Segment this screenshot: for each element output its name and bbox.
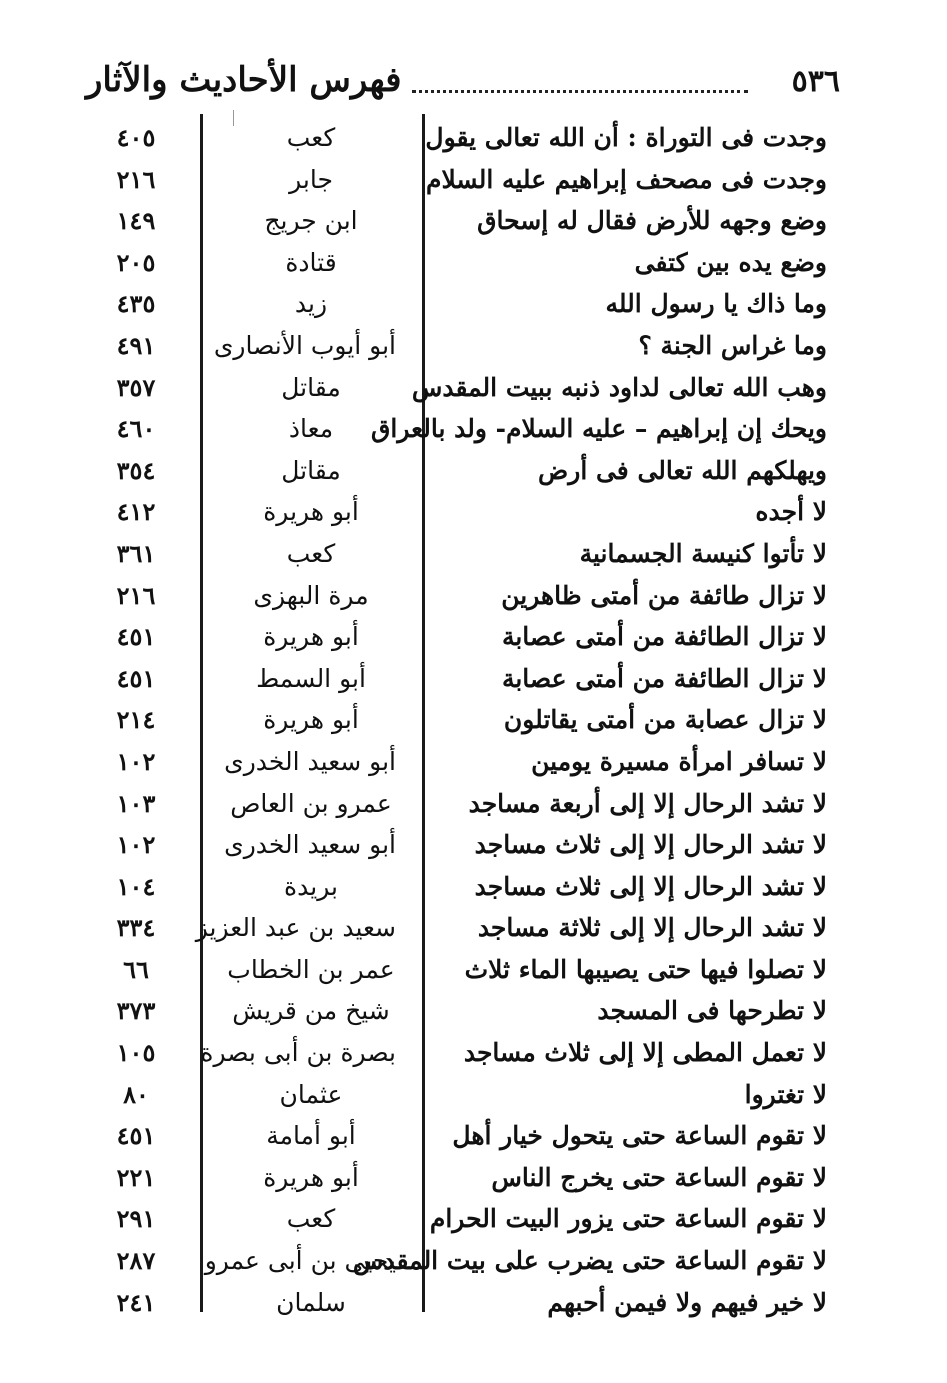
narrator-name: أبو هريرة — [263, 497, 359, 527]
table-row — [0, 1199, 947, 1241]
table-row — [0, 118, 947, 160]
table-row — [0, 243, 947, 285]
table-row — [0, 867, 947, 909]
narrator-name: يحيى بن أبى عمرو — [204, 1246, 396, 1276]
hadith-text: لا تزال عصابة من أمتى يقاتلون — [503, 705, 827, 735]
table-row — [0, 659, 947, 701]
page-reference: ٤٩١ — [116, 330, 156, 360]
page-reference: ١٠٢ — [116, 830, 156, 860]
table-row — [0, 534, 947, 576]
page-reference: ٢٨٧ — [116, 1246, 156, 1276]
table-row — [0, 492, 947, 534]
table-row — [0, 1158, 947, 1200]
narrator-name: مقاتل — [281, 372, 341, 402]
page-reference: ١٠٢ — [116, 746, 156, 776]
narrator-name: أبو سعيد الخدرى — [224, 746, 396, 776]
narrator-name: كعب — [286, 123, 336, 152]
narrator-name: مقاتل — [281, 455, 341, 485]
narrator-name: كعب — [286, 538, 336, 568]
narrator-name: أبو أمامة — [266, 1121, 356, 1151]
narrator-name: جابر — [289, 164, 333, 194]
narrator-name: بصرة بن أبى بصرة — [200, 1038, 396, 1068]
hadith-text: لا أجده — [755, 497, 827, 527]
page-reference: ٢٢١ — [116, 1162, 156, 1192]
hadith-text: لا تسافر امرأة مسيرة يومين — [531, 746, 827, 776]
page-title: فهرس الأحاديث والآثار — [86, 60, 402, 100]
page-reference: ٤٥١ — [116, 663, 156, 693]
table-row — [0, 284, 947, 326]
table-row — [0, 1033, 947, 1075]
narrator-name: أبو سعيد الخدرى — [224, 830, 396, 860]
hadith-text: ويهلكهم الله تعالى فى أرض — [538, 455, 827, 485]
page-number: ٥٣٦ — [791, 64, 840, 99]
narrator-name: عمرو بن العاص — [230, 788, 392, 818]
narrator-name: معاذ — [288, 414, 334, 444]
page-reference: ٤٥١ — [116, 1121, 156, 1151]
hadith-text: لا تأتوا كنيسة الجسمانية — [579, 538, 827, 568]
table-row — [0, 908, 947, 950]
hadith-text: ويحك إن إبراهيم – عليه السلام- ولد بالعراق — [371, 414, 827, 444]
page-reference: ٢١٤ — [116, 705, 156, 735]
table-row — [0, 825, 947, 867]
table-row — [0, 160, 947, 202]
hadith-text: لا تصلوا فيها حتى يصيبها الماء ثلاث — [464, 954, 827, 984]
hadith-text: لا تقوم الساعة حتى يخرج الناس — [491, 1162, 827, 1192]
hadith-text: لا تزال طائفة من أمتى ظاهرين — [501, 580, 827, 610]
narrator-name: أبو هريرة — [263, 622, 359, 652]
page-reference: ٢٩١ — [116, 1204, 156, 1234]
page-reference: ١٠٤ — [116, 871, 156, 901]
table-row — [0, 991, 947, 1033]
hadith-text: وما ذاك يا رسول الله — [605, 289, 827, 319]
hadith-text: لا تقوم الساعة حتى يضرب على بيت المقدس — [352, 1246, 827, 1276]
hadith-text: وجدت فى التوراة : أن الله تعالى يقول — [425, 123, 827, 152]
page-reference: ٤٦٠ — [116, 414, 156, 444]
hadith-text: وما غراس الجنة ؟ — [638, 330, 827, 360]
table-row — [0, 1075, 947, 1117]
hadith-text: لا تشد الرحال إلا إلى ثلاث مساجد — [474, 871, 827, 901]
header-dotted-leader — [412, 90, 748, 93]
page-reference: ٤١٢ — [116, 497, 156, 527]
table-row — [0, 1283, 947, 1325]
table-row — [0, 201, 947, 243]
narrator-name: أبو هريرة — [263, 1162, 359, 1192]
narrator-name: قتادة — [285, 247, 337, 277]
page-reference: ١٤٩ — [116, 206, 156, 236]
page-reference: ٣٥٤ — [116, 455, 156, 485]
table-row — [0, 784, 947, 826]
hadith-text: لا تشد الرحال إلا إلى ثلاثة مساجد — [477, 913, 827, 943]
hadith-text: لا خير فيهم ولا فيمن أحبهم — [547, 1287, 827, 1317]
hadith-text: لا تطرحها فى المسجد — [597, 996, 827, 1026]
table-row — [0, 617, 947, 659]
page-reference: ٤٣٥ — [116, 289, 156, 319]
hadith-text: وجدت فى مصحف إبراهيم عليه السلام — [426, 164, 827, 194]
table-row — [0, 409, 947, 451]
hadith-text: لا تقوم الساعة حتى يتحول خيار أهل — [452, 1121, 827, 1151]
narrator-name: كعب — [286, 1204, 336, 1234]
page-reference: ٢١٦ — [116, 164, 156, 194]
narrator-name: أبو أيوب الأنصارى — [213, 330, 396, 360]
narrator-name: سعيد بن عبد العزيز — [195, 913, 396, 943]
narrator-name: بريدة — [284, 871, 338, 901]
table-row — [0, 368, 947, 410]
index-table — [0, 118, 947, 1324]
page-reference: ٣٧٣ — [116, 996, 156, 1026]
page-reference: ١٠٥ — [116, 1038, 156, 1068]
hadith-text: لا تزال الطائفة من أمتى عصابة — [501, 622, 827, 652]
table-row — [0, 700, 947, 742]
page-reference: ٦٦ — [123, 954, 149, 984]
table-row — [0, 742, 947, 784]
page-reference: ٨٠ — [123, 1079, 149, 1109]
table-row — [0, 576, 947, 618]
hadith-text: وهب الله تعالى لداود ذنبه ببيت المقدس — [411, 372, 827, 402]
page-header — [80, 60, 840, 106]
table-row — [0, 1116, 947, 1158]
page-reference: ٢١٦ — [116, 580, 156, 610]
hadith-text: لا تقوم الساعة حتى يزور البيت الحرام — [429, 1204, 827, 1234]
hadith-text: وضع يده بين كتفى — [634, 247, 827, 277]
table-row — [0, 326, 947, 368]
narrator-name: ابن جريج — [264, 206, 358, 236]
table-row — [0, 451, 947, 493]
narrator-name: عثمان — [279, 1079, 343, 1109]
page-reference: ٢٤١ — [116, 1287, 156, 1317]
page-reference: ٢٠٥ — [116, 247, 156, 277]
page-reference: ١٠٣ — [116, 788, 156, 818]
hadith-text: لا تشد الرحال إلا إلى ثلاث مساجد — [474, 830, 827, 860]
hadith-text: لا تغتروا — [744, 1079, 827, 1109]
hadith-text: لا تزال الطائفة من أمتى عصابة — [501, 663, 827, 693]
page-reference: ٤٠٥ — [116, 123, 156, 152]
page-reference: ٤٥١ — [116, 622, 156, 652]
narrator-name: زيد — [294, 289, 328, 319]
narrator-name: أبو هريرة — [263, 705, 359, 735]
page-reference: ٣٣٤ — [116, 913, 156, 943]
narrator-name: سلمان — [276, 1287, 346, 1317]
table-row — [0, 1241, 947, 1283]
hadith-text: وضع وجهه للأرض فقال له إسحاق — [477, 206, 827, 236]
narrator-name: أبو السمط — [256, 663, 366, 693]
page-reference: ٣٥٧ — [116, 372, 156, 402]
table-row — [0, 950, 947, 992]
narrator-name: عمر بن الخطاب — [227, 954, 395, 984]
narrator-name: شيخ من قريش — [232, 996, 390, 1026]
page-reference: ٣٦١ — [116, 538, 156, 568]
hadith-text: لا تشد الرحال إلا إلى أربعة مساجد — [468, 788, 827, 818]
narrator-name: مرة البهزى — [253, 580, 369, 610]
hadith-text: لا تعمل المطى إلا إلى ثلاث مساجد — [463, 1038, 827, 1068]
